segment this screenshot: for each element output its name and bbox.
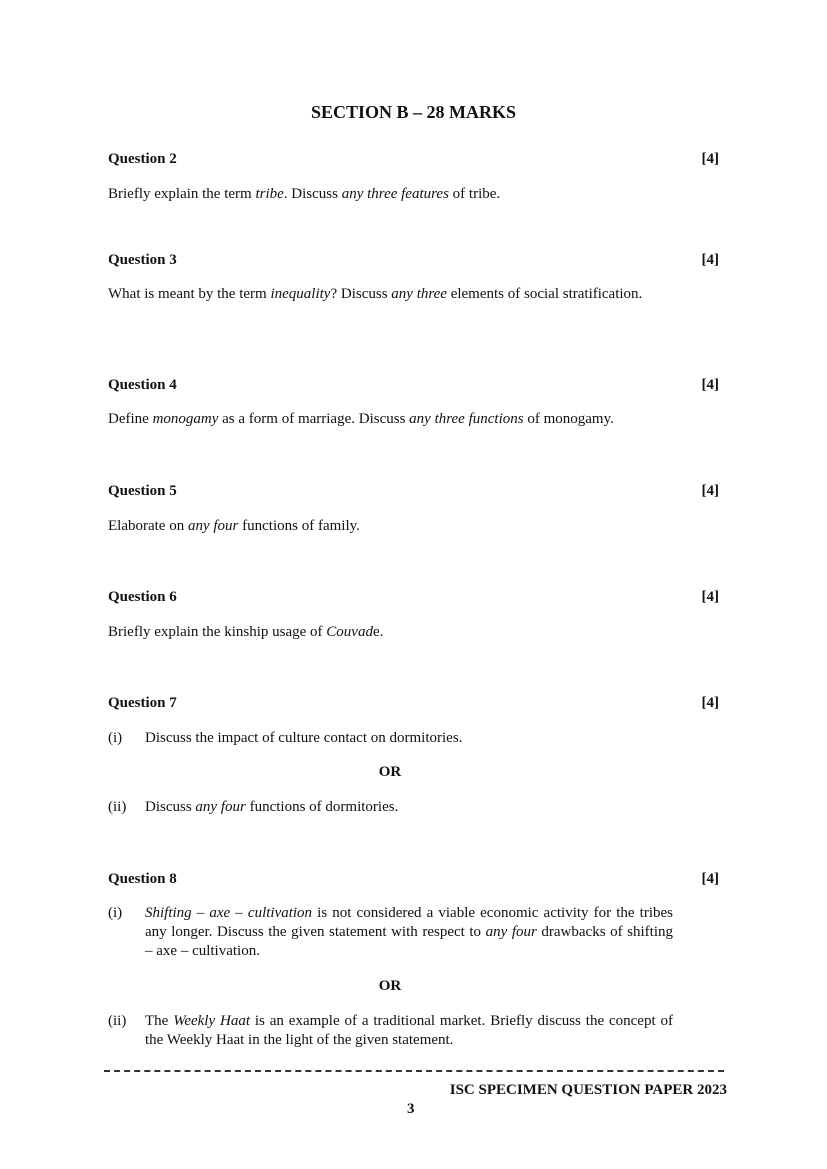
question-8-option-1-number: (i)	[108, 905, 123, 921]
question-8-option-2-number: (ii)	[108, 1013, 127, 1029]
question-2-marks: [4]	[701, 151, 719, 167]
question-4-text: Define monogamy as a form of marriage. Discuss any three functions of monogamy.	[108, 411, 614, 427]
question-5-label: Question 5	[108, 483, 177, 499]
question-2-text: Briefly explain the term tribe. Discuss any three features of tribe.	[108, 186, 501, 202]
page-number: 3	[407, 1101, 415, 1117]
question-7-or: OR	[378, 764, 402, 780]
question-7-option-1-number: (i)	[108, 730, 123, 746]
question-4-marks: [4]	[701, 377, 719, 393]
question-5-marks: [4]	[701, 483, 719, 499]
question-8-label: Question 8	[108, 871, 177, 887]
question-8-option-1-text: Shifting – axe – cultivation is not considered a viable economic activity for the tribes any longer. Discuss the given statement with respect to any four drawbacks of shifting – axe – cultivation.	[145, 905, 673, 959]
question-3-label: Question 3	[108, 252, 177, 268]
question-3-marks: [4]	[701, 252, 719, 268]
question-6-text: Briefly explain the kinship usage of Couvade.	[108, 624, 384, 640]
question-7-option-2-number: (ii)	[108, 799, 127, 815]
question-6-label: Question 6	[108, 589, 177, 605]
question-8-or: OR	[378, 978, 402, 994]
question-6-marks: [4]	[701, 589, 719, 605]
question-7-label: Question 7	[108, 695, 177, 711]
question-8-option-2-text: The Weekly Haat is an example of a traditional market. Briefly discuss the concept of the Weekly Haat in the light of the given statement.	[145, 1013, 673, 1048]
footer-title: ISC SPECIMEN QUESTION PAPER 2023	[449, 1082, 727, 1098]
question-7-option-2-text: Discuss any four functions of dormitories.	[145, 799, 399, 815]
question-7-marks: [4]	[701, 695, 719, 711]
question-3-text: What is meant by the term inequality? Discuss any three elements of social stratification.	[108, 286, 643, 302]
question-4-label: Question 4	[108, 377, 177, 393]
question-2-label: Question 2	[108, 151, 177, 167]
question-7-option-1-text: Discuss the impact of culture contact on dormitories.	[145, 730, 463, 746]
section-title: SECTION B – 28 MARKS	[310, 102, 517, 122]
footer-divider	[104, 1070, 724, 1072]
question-8-marks: [4]	[701, 871, 719, 887]
question-5-text: Elaborate on any four functions of family.	[108, 518, 360, 534]
